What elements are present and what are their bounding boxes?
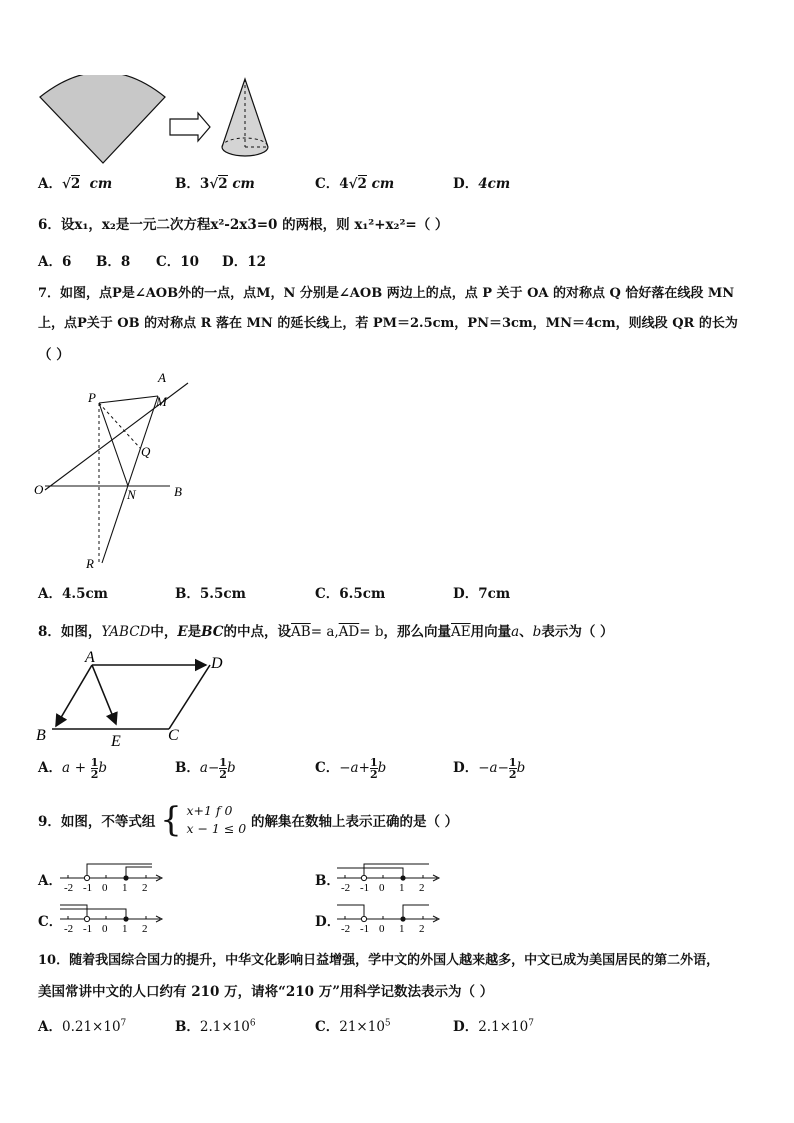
open-dot: [84, 916, 89, 921]
tick-label: 2: [142, 882, 148, 894]
q10-option-b[interactable]: B．$2.1\times 10^6$: [175, 1018, 256, 1035]
open-dot: [84, 875, 89, 880]
q8-parallelogram-figure: [34, 648, 234, 750]
open-dot: [361, 916, 366, 921]
tick-label: -1: [83, 923, 93, 935]
tick-label: 1: [399, 923, 405, 935]
label-c: C: [168, 727, 179, 744]
q9-option-b-label[interactable]: B．: [315, 873, 340, 889]
line-mr: [102, 396, 158, 563]
closed-dot: [400, 916, 405, 921]
side-cd: [169, 665, 210, 729]
q6-option-b[interactable]: B．8: [96, 254, 131, 270]
closed-dot: [123, 916, 128, 921]
q7-option-d[interactable]: D．7cm: [453, 586, 511, 602]
q9-number-line-d[interactable]: [337, 899, 443, 935]
q10-option-d[interactable]: D．$2.1\times 10^7$: [453, 1018, 534, 1035]
label-d: D: [211, 655, 223, 672]
q5-option-d[interactable]: D．4cm: [453, 176, 511, 192]
tick-label: -1: [83, 882, 93, 894]
solution-bracket: [126, 867, 152, 878]
q8-option-c[interactable]: C．−a+ $\frac{1}{2}$ b: [315, 756, 387, 781]
q9-number-line-b[interactable]: [337, 858, 443, 894]
fraction: $\frac{1}{2}$: [219, 756, 227, 781]
q7-geometry-figure: [30, 368, 200, 574]
label-b: B: [36, 727, 46, 744]
solution-bracket: [60, 905, 87, 919]
fraction: $\frac{1}{2}$: [508, 756, 517, 781]
q9-option-c-label[interactable]: C．: [38, 914, 63, 930]
label-a: A: [158, 370, 166, 385]
q9-number-line-a[interactable]: [60, 858, 166, 894]
vector-ab: [56, 665, 92, 726]
q8-option-d[interactable]: D．−a− $\frac{1}{2}$ b: [453, 756, 526, 781]
label-e: E: [111, 733, 121, 750]
q6-stem: 6．设x₁，x₂是一元二次方程x²-2x3=0 的两根，则 x₁²+x₂²=（ ）: [38, 217, 449, 233]
segment-pq: [99, 403, 140, 448]
vector-ae: [92, 665, 116, 724]
label-p: P: [88, 390, 96, 405]
solution-bracket: [364, 864, 429, 878]
fraction: $\frac{1}{2}$: [90, 756, 99, 781]
q8-option-b[interactable]: B．a− $\frac{1}{2}$ b: [175, 756, 236, 781]
label-o: O: [34, 482, 44, 497]
closed-dot: [400, 875, 405, 880]
q9-option-a-label[interactable]: A．: [38, 873, 62, 889]
q8-stem: 8．如图，YABCD中，E是BC的中点，设$\overline{AB}= a,\overline{AD}= b$，那么向量$\overline{AE}$用向量a、b表示为（ ）: [38, 624, 614, 640]
tick-label: -1: [360, 923, 370, 935]
q7-stem-line3: （ ）: [38, 347, 70, 363]
q7-option-b[interactable]: B．5.5cm: [175, 586, 246, 602]
sector-shape: [40, 75, 165, 163]
label-b: B: [174, 484, 182, 499]
tick-label: 0: [102, 882, 108, 894]
label-m: M: [156, 394, 167, 409]
closed-dot: [123, 875, 128, 880]
label-r: R: [86, 556, 94, 571]
tick-label: 0: [379, 882, 385, 894]
q10-option-c[interactable]: C．$21\times 10^5$: [315, 1018, 391, 1035]
inequality-1: x+1 f 0: [186, 803, 233, 818]
inequality-2: x − 1 ≤ 0: [186, 821, 247, 836]
q9-stem: 9．如图，不等式组 { x+1 f 0 x − 1 ≤ 0 的解集在数轴上表示正确的是（ ）: [38, 800, 459, 840]
q6-option-a[interactable]: A．6: [38, 254, 72, 270]
segment-pm: [99, 396, 158, 403]
tick-label: 1: [122, 882, 128, 894]
q10-stem-line2: 美国常讲中文的人口约有 210 万，请将“210 万”用科学记数法表示为（ ）: [38, 984, 494, 1000]
q7-option-c[interactable]: C．6.5cm: [315, 586, 386, 602]
label-a: A: [85, 649, 95, 666]
tick-label: 2: [419, 923, 425, 935]
tick-label: -2: [64, 882, 74, 894]
brace: {: [160, 800, 182, 840]
label-q: Q: [141, 444, 151, 459]
q5-option-a[interactable]: A．√2 cm: [38, 176, 113, 192]
cone-shape: [222, 79, 268, 156]
label-n: N: [127, 487, 136, 502]
q6-option-d[interactable]: D．12: [222, 254, 266, 270]
q6-option-c[interactable]: C．10: [156, 254, 200, 270]
tick-label: 1: [399, 882, 405, 894]
q5-option-c[interactable]: C．4√2 cm: [315, 176, 395, 192]
fraction: $\frac{1}{2}$: [369, 756, 378, 781]
tick-label: -1: [360, 882, 370, 894]
tick-label: -2: [64, 923, 74, 935]
q9-number-line-c[interactable]: [60, 899, 166, 935]
q8-option-a[interactable]: A．a + $\frac{1}{2}$ b: [38, 756, 108, 781]
arrow-right-icon: [170, 113, 210, 141]
q5-figure: [30, 75, 290, 165]
q9-option-d-label[interactable]: D．: [315, 914, 341, 930]
tick-label: 2: [142, 923, 148, 935]
solution-bracket: [337, 868, 403, 878]
tick-label: 0: [379, 923, 385, 935]
open-dot: [361, 875, 366, 880]
tick-label: -2: [341, 882, 351, 894]
tick-label: -2: [341, 923, 351, 935]
solution-bracket: [403, 905, 429, 919]
solution-bracket: [337, 905, 364, 919]
q7-stem-line1: 7．如图，点P是∠AOB外的一点，点M，N 分别是∠AOB 两边上的点，点 P 关于 OA 的对称点 Q 恰好落在线段 MN: [38, 286, 735, 301]
segment-pn: [99, 403, 128, 486]
solution-bracket: [87, 864, 152, 878]
q7-stem-line2: 上，点P关于 OB 的对称点 R 落在 MN 的延长线上，若 PM＝2.5cm，PN＝3cm，MN＝4cm，则线段 QR 的长为: [38, 316, 738, 331]
q5-option-b[interactable]: B．3√2 cm: [175, 176, 255, 192]
solution-bracket: [60, 909, 126, 919]
q7-option-a[interactable]: A．4.5cm: [38, 586, 108, 602]
q10-option-a[interactable]: A．$0.21\times 10^7$: [38, 1018, 127, 1035]
tick-label: 1: [122, 923, 128, 935]
tick-label: 0: [102, 923, 108, 935]
q10-stem-line1: 10．随着我国综合国力的提升，中华文化影响日益增强，学中文的外国人越来越多，中文已成为美国居民的第二外语，: [38, 953, 720, 968]
tick-label: 2: [419, 882, 425, 894]
